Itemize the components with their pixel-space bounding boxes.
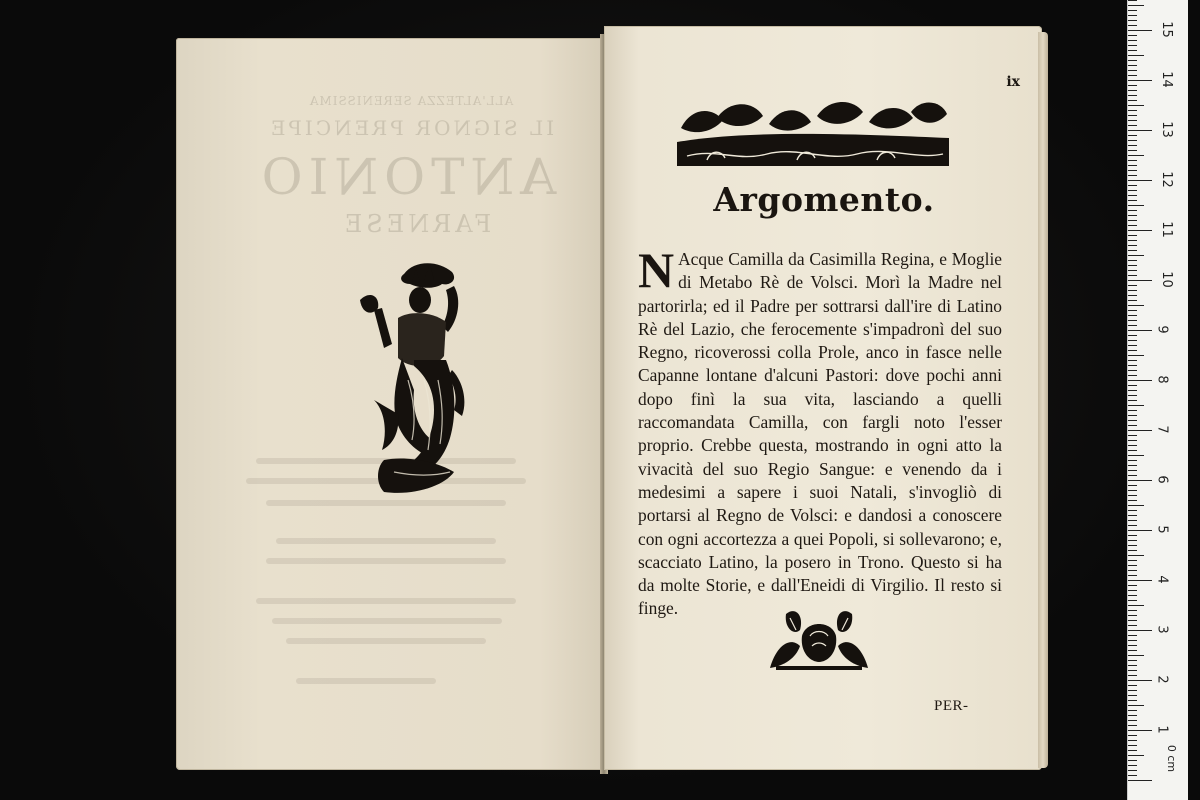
page-title: Argomento. (713, 180, 935, 219)
ruler-tick (1128, 10, 1137, 11)
ruler-tick (1128, 390, 1137, 391)
ruler-tick (1128, 425, 1137, 426)
ruler-number: 7 (1154, 425, 1170, 434)
ruler-tick (1128, 335, 1137, 336)
show-through-text-line (276, 538, 496, 544)
ruler-tick (1128, 450, 1137, 451)
ruler-tick (1128, 700, 1137, 701)
ruler-tick (1128, 240, 1137, 241)
ruler-number: 3 (1154, 625, 1170, 634)
ruler-tick (1128, 685, 1137, 686)
ruler-tick (1128, 730, 1152, 731)
page-block-edge (1038, 32, 1048, 768)
ruler-tick (1128, 195, 1137, 196)
ruler-tick (1128, 650, 1137, 651)
ruler-tick (1128, 625, 1137, 626)
ruler-tick (1128, 0, 1137, 1)
ruler-tick (1128, 295, 1137, 296)
ruler-tick (1128, 475, 1137, 476)
ruler-tick (1128, 350, 1137, 351)
ruler-tick (1128, 225, 1137, 226)
ruler-tick (1128, 130, 1152, 131)
ruler-unit: 0 cm (1165, 744, 1179, 773)
show-through-text-line (266, 500, 506, 506)
ruler-tick (1128, 100, 1137, 101)
ruler-tick (1128, 85, 1137, 86)
show-through-text-line (286, 638, 486, 644)
ruler-tick (1128, 465, 1137, 466)
ruler-tick (1128, 120, 1137, 121)
ruler-tick (1128, 780, 1152, 781)
ruler-tick (1128, 345, 1137, 346)
ruler-tick (1128, 720, 1137, 721)
ruler-tick (1128, 115, 1137, 116)
ruler-tick (1128, 480, 1152, 481)
ruler-tick (1128, 415, 1137, 416)
ruler-tick (1128, 265, 1137, 266)
ruler-number: 2 (1154, 675, 1170, 684)
drop-cap: N (638, 242, 675, 298)
ruler-tick (1128, 660, 1137, 661)
ruler-number: 1 (1154, 725, 1170, 734)
ruler-tick (1128, 105, 1144, 106)
ruler-tick (1128, 535, 1137, 536)
ruler-tick (1128, 260, 1137, 261)
ruler-tick (1128, 410, 1137, 411)
ruler-number: 13 (1158, 121, 1174, 138)
ruler-tick (1128, 430, 1152, 431)
ruler-tick (1128, 95, 1137, 96)
ruler-tick (1128, 750, 1137, 751)
ruler-number: 5 (1154, 525, 1170, 534)
ruler-tick (1128, 710, 1137, 711)
ruler-tick (1128, 565, 1137, 566)
ruler-tick (1128, 575, 1137, 576)
ruler-tick (1128, 55, 1144, 56)
show-through-line-3: ANTONIO (255, 148, 557, 206)
ruler-tick (1128, 320, 1137, 321)
ruler-tick (1128, 235, 1137, 236)
ruler-tick (1128, 145, 1137, 146)
ruler-tick (1128, 90, 1137, 91)
ruler-tick (1128, 5, 1144, 6)
ruler-tick (1128, 620, 1137, 621)
ruler-tick (1128, 60, 1137, 61)
ruler-tick (1128, 580, 1152, 581)
ruler-tick (1128, 165, 1137, 166)
show-through-text-line (296, 678, 436, 684)
ruler-tick (1128, 615, 1137, 616)
ruler-tick (1128, 490, 1137, 491)
ruler-tick (1128, 15, 1137, 16)
ruler-tick (1128, 395, 1137, 396)
ruler-tick (1128, 715, 1137, 716)
ruler-tick (1128, 45, 1137, 46)
ruler-tick (1128, 675, 1137, 676)
ruler-tick (1128, 570, 1137, 571)
show-through-line-2: IL SIGNOR PRENCIPE (267, 116, 555, 140)
ruler-tick (1128, 50, 1137, 51)
ruler-tick (1128, 125, 1137, 126)
ruler-tick (1128, 695, 1137, 696)
open-book (172, 26, 1052, 778)
ruler-tick (1128, 170, 1137, 171)
ruler-number: 4 (1154, 575, 1170, 584)
ruler-tick (1128, 640, 1137, 641)
ruler-tick (1128, 555, 1144, 556)
ruler-tick (1128, 370, 1137, 371)
ruler-tick (1128, 745, 1137, 746)
ruler-tick (1128, 670, 1137, 671)
ruler-tick (1128, 330, 1152, 331)
ruler-tick (1128, 515, 1137, 516)
ruler-tick (1128, 210, 1137, 211)
ruler-tick (1128, 735, 1137, 736)
ruler-tick (1128, 740, 1137, 741)
right-page (604, 26, 1042, 770)
ruler-tick (1128, 460, 1137, 461)
ruler-tick (1128, 200, 1137, 201)
ruler-number: 10 (1158, 271, 1174, 288)
ruler-tick (1128, 205, 1144, 206)
ruler-tick (1128, 590, 1137, 591)
ruler-tick (1128, 220, 1137, 221)
ruler-tick (1128, 550, 1137, 551)
ruler-tick (1128, 770, 1137, 771)
ruler-tick (1128, 610, 1137, 611)
ruler-tick (1128, 140, 1137, 141)
ruler-tick (1128, 325, 1137, 326)
ruler-tick (1128, 70, 1137, 71)
ruler-tick (1128, 595, 1137, 596)
ruler-tick (1128, 690, 1137, 691)
page-number: ix (1006, 74, 1020, 90)
ruler-tick (1128, 545, 1137, 546)
ruler-tick (1128, 245, 1137, 246)
argument-body: Acque Camilla da Casimilla Regina, e Moglie di Metabo Rè de Volsci. Morì la Madre nel partorirla; ed il Padre per sottrarsi dall'ire di Latino Rè del Lazio, che ferocemente s'impadronì del suo Regno, ricoverossi colla Prole, anco in fasce nelle Capanne lontane d'alcuni Pastori: dove pochi anni dopo finì la sua vita, lasciando a quelli raccomandata Camilla, con fargli noto l'esser proprio. Crebbe questa, mostrando in ogni atto la vivacità del suo Regio Sangue: e venendo da i medesimi a sapere i suoi Natali, s'invogliò di portarsi al Regno de Volsci: e dandosi a conoscere con ogni accortezza a quei Popoli, si sollevarono; e, scacciato Latino, la posero in Trono. Questo si ha da molte Storie, e dall'Eneidi di Virgilio. Il resto si finge. (638, 249, 1002, 619)
ruler-tick (1128, 315, 1137, 316)
ruler-tick (1128, 510, 1137, 511)
ruler-tick (1128, 305, 1144, 306)
measurement-ruler (1127, 0, 1188, 800)
show-through-text-line (266, 558, 506, 564)
ruler-tick (1128, 285, 1137, 286)
ruler-tick (1128, 360, 1137, 361)
ruler-number: 9 (1154, 325, 1170, 334)
ruler-tick (1128, 340, 1137, 341)
ruler-tick (1128, 440, 1137, 441)
ruler-tick (1128, 175, 1137, 176)
ruler-tick (1128, 255, 1144, 256)
ruler-tick (1128, 275, 1137, 276)
ruler-tick (1128, 525, 1137, 526)
ruler-tick (1128, 560, 1137, 561)
ruler-number: 11 (1158, 221, 1174, 238)
ruler-tick (1128, 355, 1144, 356)
floral-header-ornament (677, 98, 949, 166)
ruler-tick (1128, 435, 1137, 436)
ruler-tick (1128, 400, 1137, 401)
ruler-tick (1128, 180, 1152, 181)
show-through-line-4: FARNESE (340, 210, 492, 238)
ruler-number: 12 (1158, 171, 1174, 188)
ruler-tick (1128, 135, 1137, 136)
ruler-tick (1128, 20, 1137, 21)
ruler-tick (1128, 25, 1137, 26)
ruler-tick (1128, 190, 1137, 191)
ruler-tick (1128, 445, 1137, 446)
ruler-tick (1128, 455, 1144, 456)
ruler-tick (1128, 35, 1137, 36)
ruler-tick (1128, 215, 1137, 216)
ruler-tick (1128, 485, 1137, 486)
ruler-tick (1128, 155, 1144, 156)
ruler-tick (1128, 250, 1137, 251)
floral-tailpiece-ornament (766, 606, 872, 672)
ruler-tick (1128, 530, 1152, 531)
ruler-tick (1128, 80, 1152, 81)
argument-text (638, 242, 1002, 621)
show-through-line-1: ALL'ALTEZZA SERENISSIMA (308, 94, 514, 108)
ruler-tick (1128, 470, 1137, 471)
ruler-tick (1128, 705, 1144, 706)
ruler-tick (1128, 270, 1137, 271)
ruler-tick (1128, 185, 1137, 186)
ruler-number: 6 (1154, 475, 1170, 484)
ruler-number: 8 (1154, 375, 1170, 384)
ruler-tick (1128, 600, 1137, 601)
ruler-tick (1128, 380, 1152, 381)
ruler-tick (1128, 30, 1152, 31)
ruler-tick (1128, 775, 1137, 776)
ruler-tick (1128, 375, 1137, 376)
ruler-tick (1128, 725, 1137, 726)
ruler-tick (1128, 75, 1137, 76)
ruler-tick (1128, 405, 1144, 406)
ruler-tick (1128, 765, 1137, 766)
left-page (176, 38, 604, 770)
ruler-tick (1128, 655, 1144, 656)
ruler-tick (1128, 65, 1137, 66)
ruler-tick (1128, 230, 1152, 231)
ruler-number: 14 (1158, 71, 1174, 88)
ruler-tick (1128, 40, 1137, 41)
ruler-tick (1128, 280, 1152, 281)
ruler-tick (1128, 645, 1137, 646)
ruler-tick (1128, 385, 1137, 386)
ruler-tick (1128, 310, 1137, 311)
ruler-tick (1128, 365, 1137, 366)
ruler-tick (1128, 665, 1137, 666)
woman-with-basket-woodcut (354, 260, 474, 500)
ruler-tick (1128, 760, 1137, 761)
ruler-tick (1128, 755, 1144, 756)
ruler-tick (1128, 630, 1152, 631)
ruler-tick (1128, 500, 1137, 501)
show-through-text-line (256, 598, 516, 604)
show-through-text-line (272, 618, 502, 624)
ruler-tick (1128, 520, 1137, 521)
ruler-tick (1128, 540, 1137, 541)
ruler-tick (1128, 420, 1137, 421)
ruler-tick (1128, 300, 1137, 301)
ruler-tick (1128, 290, 1137, 291)
ruler-tick (1128, 605, 1144, 606)
ruler-tick (1128, 150, 1137, 151)
ruler-tick (1128, 635, 1137, 636)
ruler-tick (1128, 585, 1137, 586)
ruler-tick (1128, 110, 1137, 111)
ruler-tick (1128, 505, 1144, 506)
ruler-number: 15 (1158, 21, 1174, 38)
catchword: PER- (934, 698, 969, 714)
ruler-tick (1128, 160, 1137, 161)
ruler-tick (1128, 495, 1137, 496)
ruler-tick (1128, 680, 1152, 681)
